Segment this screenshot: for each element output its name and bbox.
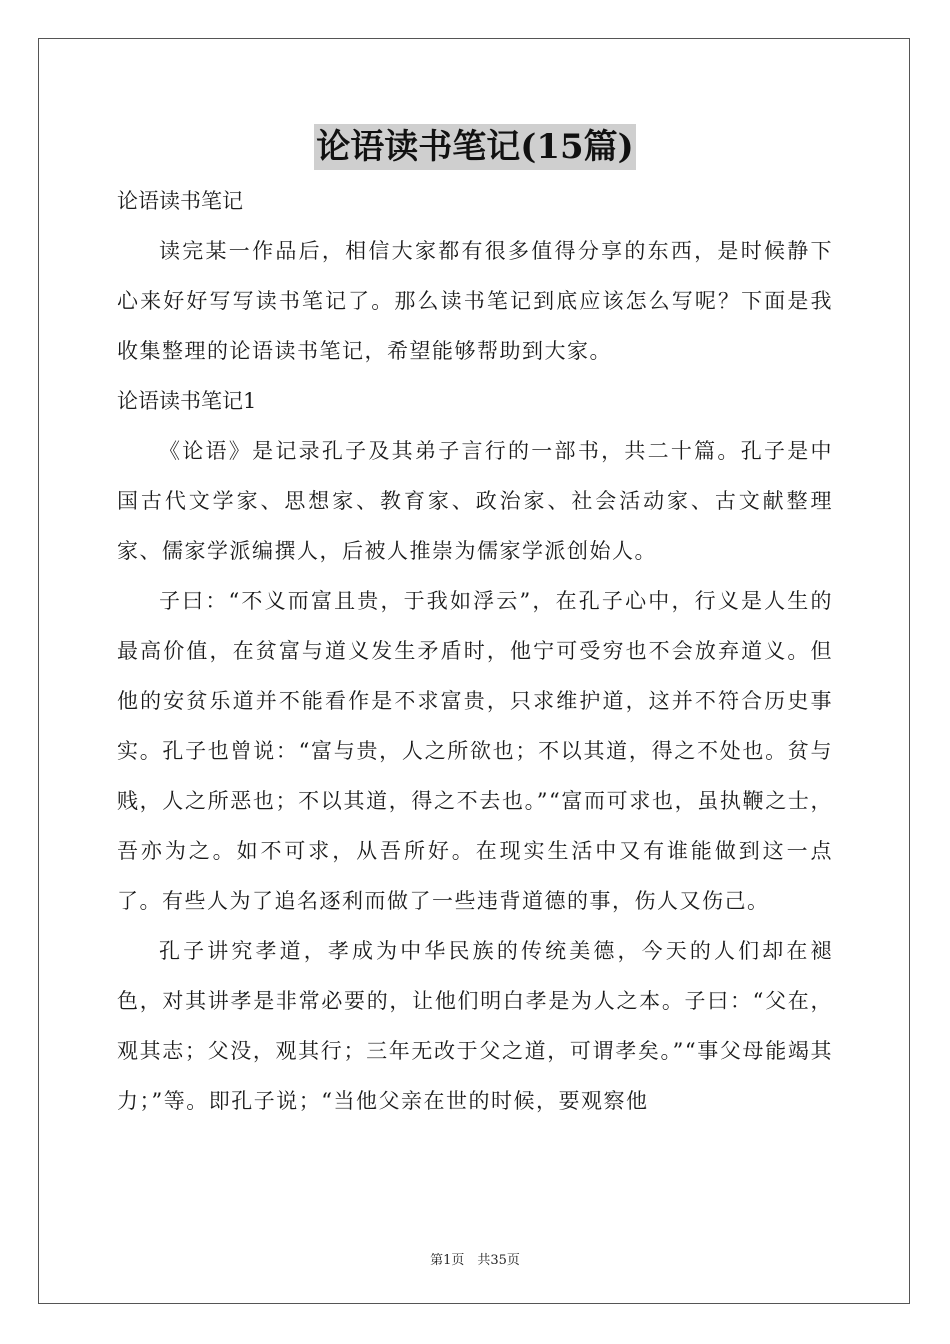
paragraph-2: 子曰：“不义而富且贵，于我如浮云”，在孔子心中，行义是人生的最高价值，在贫富与道义发生矛盾时，他宁可受穷也不会放弃道义。但他的安贫乐道并不能看作是不求富贵，只求维护道，这并不符合历史事实。孔子也曾说：“富与贵，人之所欲也；不以其道，得之不处也。贫与贱，人之所恶也；不以其道，得之不去也。”“富而可求也，虽执鞭之士，吾亦为之。如不可求，从吾所好。在现实生活中又有谁能做到这一点了。有些人为了追名逐利而做了一些违背道德的事，伤人又伤己。 — [117, 589, 833, 913]
section-heading-1: 论语读书笔记1 — [117, 389, 257, 413]
document-title: 论语读书笔记(15篇) — [314, 124, 636, 170]
document-body — [117, 176, 833, 1126]
section-heading: 论语读书笔记 — [117, 189, 243, 213]
paragraph-3: 孔子讲究孝道，孝成为中华民族的传统美德，今天的人们却在褪色，对其讲孝是非常必要的，让他们明白孝是为人之本。子曰：“父在，观其志；父没，观其行；三年无改于父之道，可谓孝矣。”“事父母能竭其力；”等。即孔子说；“当他父亲在世的时候，要观察他 — [117, 939, 833, 1113]
title-wrap — [0, 124, 950, 170]
page-footer: 第1页 共35页 — [430, 1253, 520, 1268]
paragraph-1: 《论语》是记录孔子及其弟子言行的一部书，共二十篇。孔子是中国古代文学家、思想家、教育家、政治家、社会活动家、古文献整理家、儒家学派编撰人，后被人推崇为儒家学派创始人。 — [117, 439, 833, 563]
intro-paragraph: 读完某一作品后，相信大家都有很多值得分享的东西，是时候静下心来好好写写读书笔记了。那么读书笔记到底应该怎么写呢？下面是我收集整理的论语读书笔记，希望能够帮助到大家。 — [117, 239, 833, 363]
